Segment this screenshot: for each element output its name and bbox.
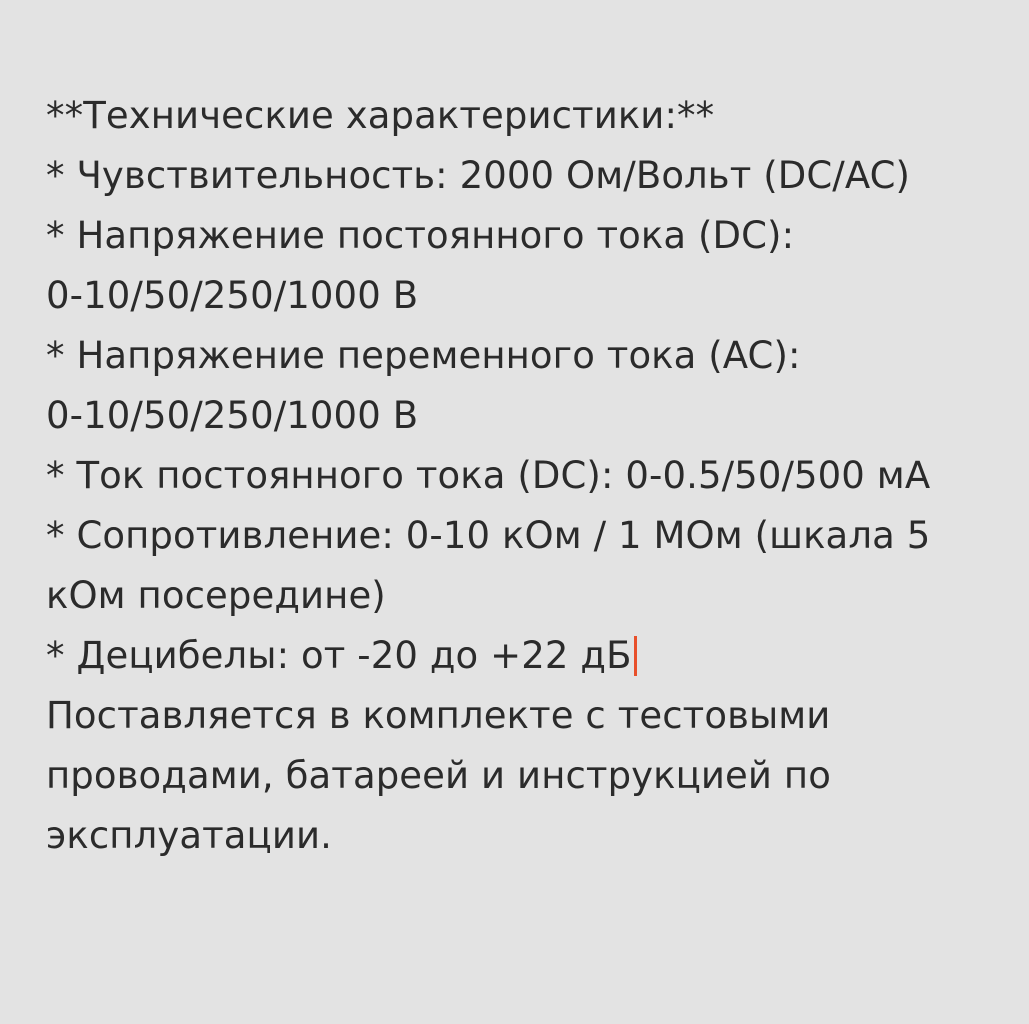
text-line-dc-current xyxy=(46,446,999,506)
text-line-content: **Технические характеристики:** xyxy=(46,94,715,137)
text-line-dc-voltage-values xyxy=(46,266,999,326)
text-line-content: Поставляется в комплекте с тестовыми xyxy=(46,694,831,737)
text-line-content: * Чувствительность: 2000 Ом/Вольт (DC/AC) xyxy=(46,154,911,197)
text-line-content: кОм посередине) xyxy=(46,574,386,617)
text-line-content: * Напряжение постоянного тока (DC): xyxy=(46,214,795,257)
specification-text[interactable] xyxy=(46,86,999,866)
text-line-kit-line1 xyxy=(46,686,999,746)
text-line-content: проводами, батареей и инструкцией по xyxy=(46,754,831,797)
text-line-decibels xyxy=(46,626,999,686)
text-caret xyxy=(634,636,637,676)
text-line-resistance-line2 xyxy=(46,566,999,626)
text-line-kit-line3 xyxy=(46,806,999,866)
text-line-dc-voltage-label xyxy=(46,206,999,266)
text-line-content: 0-10/50/250/1000 В xyxy=(46,394,419,437)
text-line-ac-voltage-label xyxy=(46,326,999,386)
text-line-content: * Напряжение переменного тока (AC): xyxy=(46,334,801,377)
text-line-content: * Сопротивление: 0-10 кОм / 1 МОм (шкала 5 xyxy=(46,514,931,557)
text-line-resistance-line1 xyxy=(46,506,999,566)
text-line-heading xyxy=(46,86,999,146)
text-line-content: * Ток постоянного тока (DC): 0-0.5/50/500 мА xyxy=(46,454,931,497)
text-line-content: 0-10/50/250/1000 В xyxy=(46,274,419,317)
text-line-content: * Децибелы: от -20 до +22 дБ xyxy=(46,634,632,677)
text-line-ac-voltage-values xyxy=(46,386,999,446)
text-line-sensitivity xyxy=(46,146,999,206)
text-line-kit-line2 xyxy=(46,746,999,806)
text-line-content: эксплуатации. xyxy=(46,814,332,857)
